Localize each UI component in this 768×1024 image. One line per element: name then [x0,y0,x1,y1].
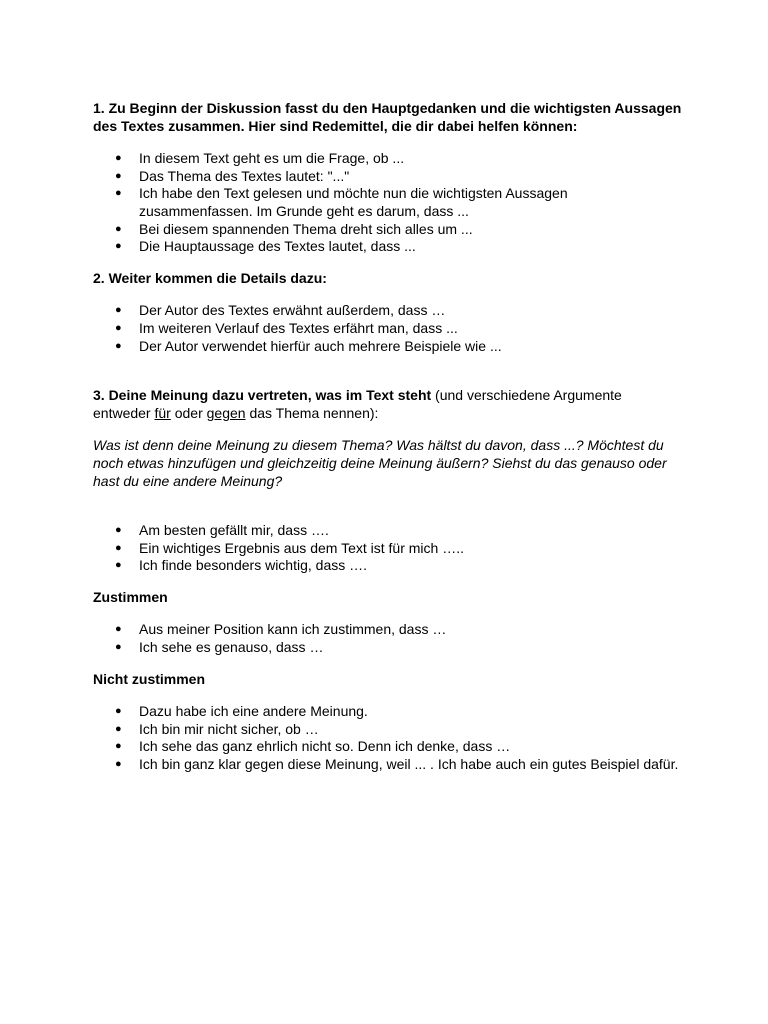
section-3-heading-text: oder [170,404,207,421]
section-3-heading-text: (und verschiedene Argumente entweder [93,387,622,421]
section-3-heading [93,387,683,422]
section-3-heading-text: das Thema nennen): [245,404,379,421]
list-item: ● Der Autor des Textes erwähnt außerdem, dass … [93,302,683,320]
section-2-list [93,302,683,355]
list-item: ● Die Hauptaussage des Textes lautet, dass ... [93,238,683,256]
section-3-list [93,522,683,575]
list-item: ● Ein wichtiges Ergebnis aus dem Text ist für mich ….. [93,540,683,558]
underlined-gegen: gegen [206,404,246,421]
section-1-list [93,150,683,256]
list-item: ● In diesem Text geht es um die Frage, ob ... [93,150,683,168]
list-item: ● Ich bin ganz klar gegen diese Meinung, weil ... . Ich habe auch ein gutes Beispiel dafür. [93,756,683,774]
section-1-heading: 1. Zu Beginn der Diskussion fasst du den Hauptgedanken und die wichtigsten Aussagen des Textes zusammen. Hier sind Redemittel, die dir dabei helfen können: [93,100,682,134]
list-item: ● Das Thema des Textes lautet: "..." [93,168,683,186]
list-item: ● Der Autor verwendet hierfür auch mehrere Beispiele wie ... [93,338,683,356]
list-item: ● Ich bin mir nicht sicher, ob … [93,721,683,739]
list-item: ● Bei diesem spannenden Thema dreht sich alles um ... [93,221,683,239]
nicht-zustimmen-list [93,703,683,773]
list-item: ● Ich sehe es genauso, dass … [93,639,683,657]
list-item: ● Ich habe den Text gelesen und möchte nun die wichtigsten Aussagen zusammenfassen. Im Grunde geht es darum, dass ... [93,185,683,220]
list-item: ● Im weiteren Verlauf des Textes erfährt man, dass ... [93,320,683,338]
nicht-zustimmen-heading: Nicht zustimmen [93,670,206,687]
underlined-fuer: für [154,404,171,421]
section-2-heading: 2. Weiter kommen die Details dazu: [93,269,327,286]
section-3-heading-bold: 3. Deine Meinung dazu vertreten, was im Text steht [93,387,432,404]
list-item: ● Ich finde besonders wichtig, dass …. [93,557,683,575]
list-item: ● Ich sehe das ganz ehrlich nicht so. Denn ich denke, dass … [93,738,683,756]
section-3-questions: Was ist denn deine Meinung zu diesem Thema? Was hältst du davon, dass ...? Möchtest du noch etwas hinzufügen und gleichzeitig deine Meinung äußern? Siehst du das genauso oder hast du eine andere Meinung? [93,437,667,489]
document-page [93,100,683,774]
list-item: ● Dazu habe ich eine andere Meinung. [93,703,683,721]
list-item: ● Aus meiner Position kann ich zustimmen, dass … [93,621,683,639]
list-item: ● Am besten gefällt mir, dass …. [93,522,683,540]
zustimmen-heading: Zustimmen [93,588,168,605]
zustimmen-list [93,621,683,656]
